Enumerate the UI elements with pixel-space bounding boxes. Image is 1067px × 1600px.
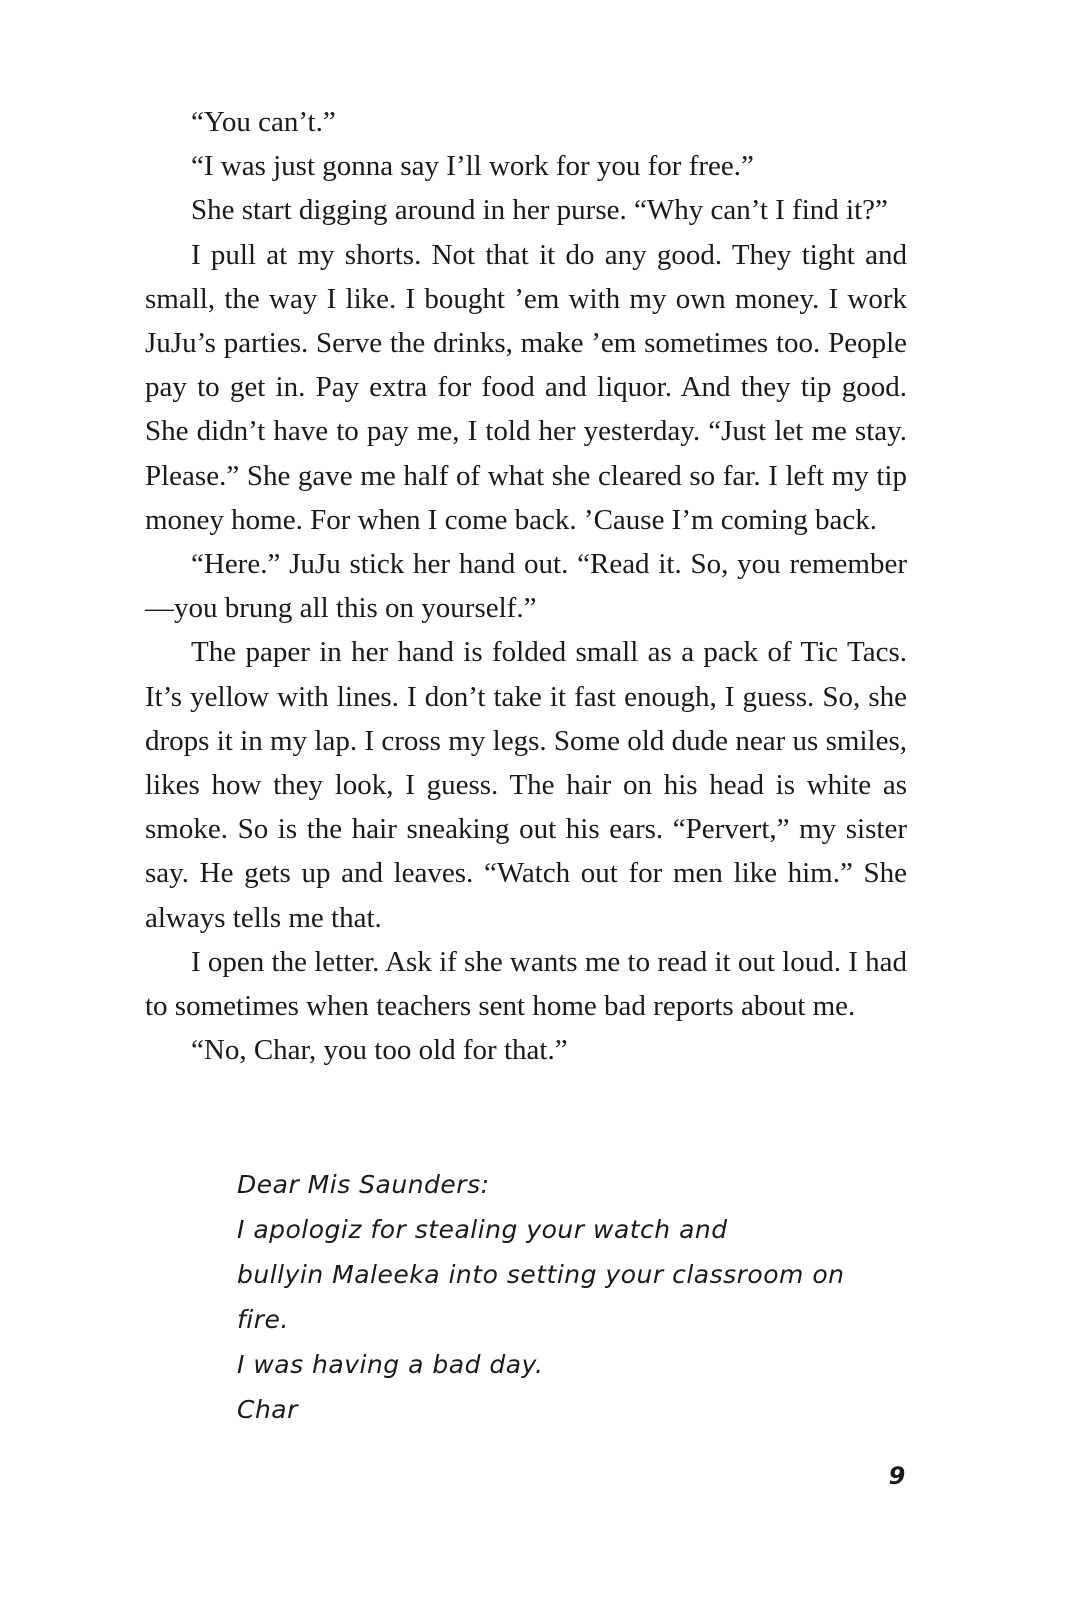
paragraph: I open the letter. Ask if she wants me to read it out loud. I had to sometimes when teachers sent home bad reports about me.	[145, 945, 907, 1023]
letter-line: bullyin Maleeka into setting your classroom on	[237, 1260, 845, 1289]
paragraph: “You can’t.”	[191, 106, 336, 138]
body-text	[145, 100, 907, 1072]
page-number: 9	[888, 1462, 906, 1490]
handwritten-letter	[237, 1162, 877, 1432]
paragraph: “Here.” JuJu stick her hand out. “Read it. So, you remember—you brung all this on yourself.”	[145, 548, 907, 625]
paragraph: The paper in her hand is folded small as a pack of Tic Tacs. It’s yellow with lines. I don’t take it fast enough, I guess. So, she drops it in my lap. I cross my legs. Some old dude near us smiles, likes how they look, I guess. The hair on his head is white as smoke. So is the hair sneaking out his ears. “Pervert,” my sister say. He gets up and leaves. “Watch out for men like him.” She always tells me that.	[145, 636, 907, 934]
letter-signature: Char	[237, 1395, 298, 1424]
letter-line: fire.	[237, 1305, 289, 1334]
paragraph: “I was just gonna say I’ll work for you for free.”	[191, 150, 754, 183]
paragraph: I pull at my shorts. Not that it do any good. They tight and small, the way I like. I bought ’em with my own money. I work JuJu’s parties. Serve the drinks, make ’em sometimes too. People pay to get in. Pay extra for food and liquor. And they tip good. She didn’t have to pay me, I told her yesterday. “Just let me stay. Please.” She gave me half of what she cleared so far. I left my tip money home. For when I come back. ’Cause I’m coming back.	[145, 238, 907, 536]
letter-line: I was having a bad day.	[237, 1350, 544, 1379]
paragraph: “No, Char, you too old for that.”	[191, 1034, 568, 1067]
letter-salutation: Dear Mis Saunders:	[237, 1170, 490, 1199]
paragraph: She start digging around in her purse. “Why can’t I find it?”	[191, 194, 888, 227]
letter-line: I apologiz for stealing your watch and	[237, 1215, 728, 1244]
